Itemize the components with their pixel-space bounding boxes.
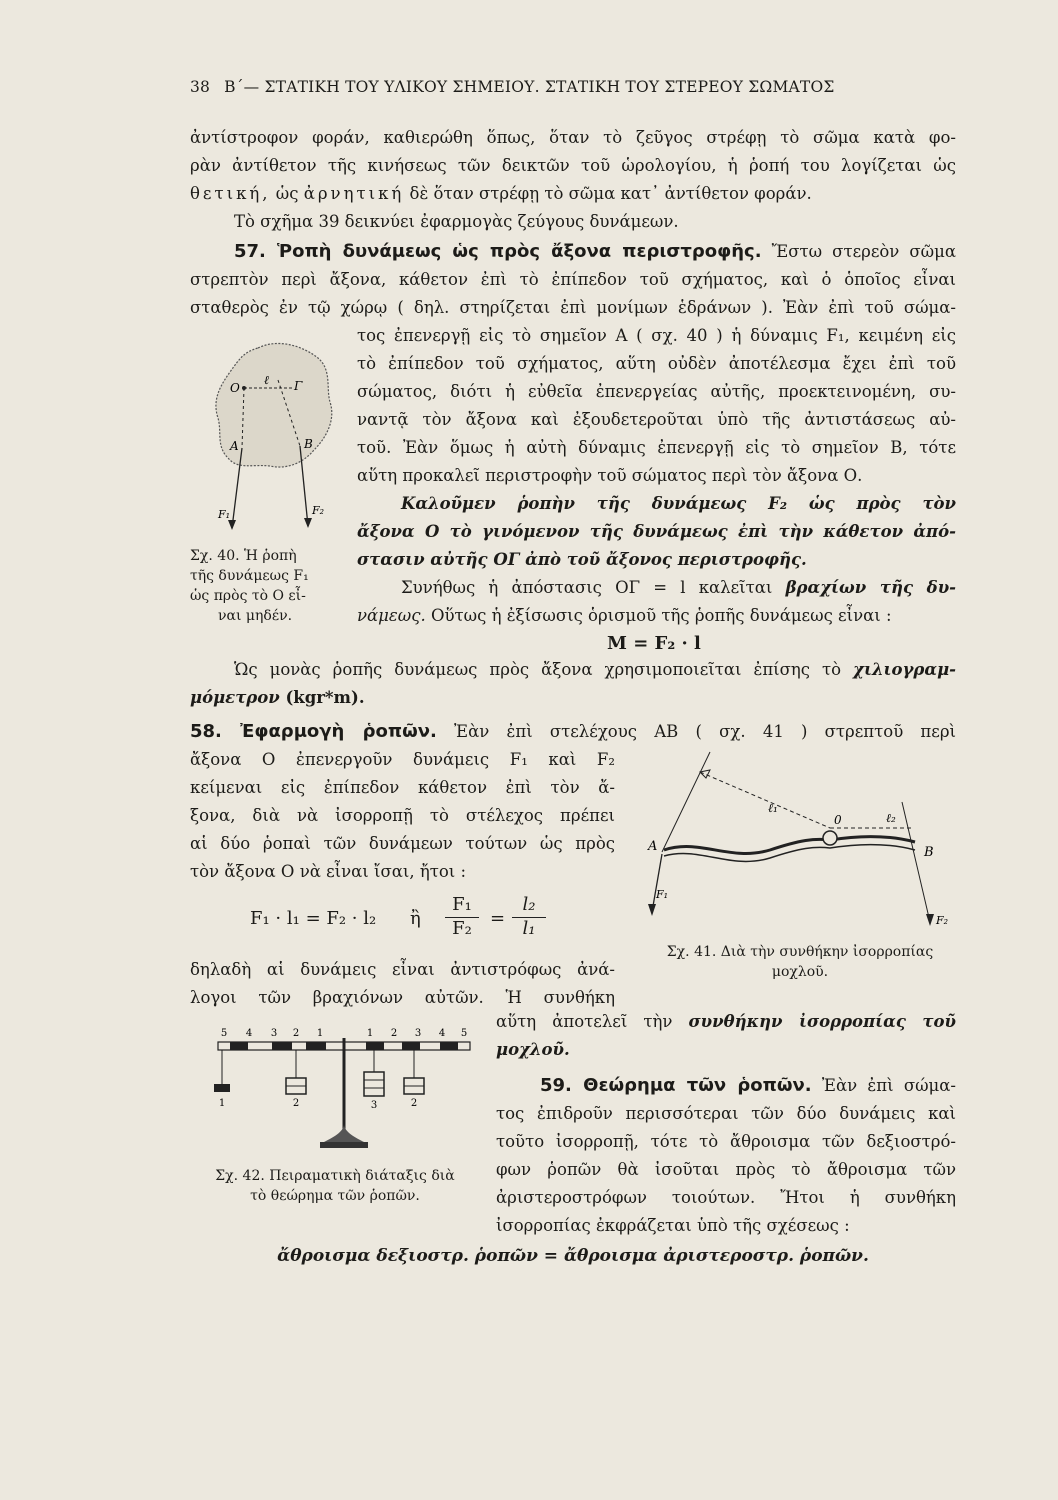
intro-paragraph <box>190 124 956 236</box>
sec58-col-line-3: ξονα, διὰ νὰ ἰσορροπῇ τὸ στέλεχος πρέπει <box>190 806 615 825</box>
fig40-label-F2: F₂ <box>312 504 325 517</box>
scale-right-4: 4 <box>438 1028 446 1039</box>
sec57-col-line-4: ναντᾷ τὸν ἄξονα καὶ ἐξουδετεροῦται ὑπὸ τῆς ἀντιστάσεως αὐ- <box>357 410 956 429</box>
moment-formula: M = F₂ · l <box>607 633 701 654</box>
intro-line-2: ρὰν ἀντίθετον τῆς κινήσεως τῶν δεικτῶν τοῦ ὡρολογίου, ἡ ῥοπή του λογίζεται ὡς <box>190 156 956 175</box>
sec57-arm-line-1: Συνήθως ἡ ἀπόστασις ΟΓ = l καλεῖται βραχίων τῆς δυ- <box>401 578 956 597</box>
section-57-column <box>357 322 956 658</box>
equation-equals: = <box>490 908 506 929</box>
sec59-line-6: ἰσορροπίας ἐκφράζεται ὑπὸ τῆς σχέσεως : <box>496 1216 850 1235</box>
fig40-label-A: A <box>230 439 239 453</box>
sec57-col-line-3: σώματος, διότι ἡ εὐθεῖα ἐπενεργείας αὐτῆς, προεκτεινομένη, συ- <box>357 382 956 401</box>
scale-right-1: 1 <box>366 1028 374 1039</box>
intro-line-1: ἀντίστροφον φοράν, καθιερώθη ὅπως, ὅταν τὸ ζεῦγος στρέφῃ τὸ σῶμα κατὰ φο- <box>190 128 956 147</box>
running-header <box>190 78 960 96</box>
section-58-column <box>190 746 615 886</box>
sec57-col-line-1: τος ἐπενεργῇ εἰς τὸ σημεῖον Α ( σχ. 40 ) ἡ δύναμις F₁, κειμένη εἰς <box>357 326 956 345</box>
sec57-heading: 57. Ῥοπὴ δυνάμεως ὡς πρὸς ἄξονα περιστροφῆς. <box>234 241 762 262</box>
fig41-label-B: B <box>924 845 934 860</box>
weight-label-2: 2 <box>292 1098 300 1109</box>
scale-left-5: 5 <box>220 1028 228 1039</box>
fraction-2: l₂ l₁ <box>512 894 546 939</box>
sec59-line-2: τος ἐπιδροῦν περισσότεραι τῶν δύο δυνάμεις καὶ <box>496 1104 956 1123</box>
figure-40-caption: Σχ. 40. Ἡ ῥοπὴ τῆς δυνάμεως F₁ ὡς πρὸς τὸ Ο εἶ- ναι μηδέν. <box>190 548 309 624</box>
sec57-line-2: στρεπτὸν περὶ ἄξονα, κάθετον ἐπὶ τὸ ἐπίπεδον τοῦ σχήματος, καὶ ὁ ὁποῖος εἶναι <box>190 270 956 289</box>
sec57-line-1: 57. Ῥοπὴ δυνάμεως ὡς πρὸς ἄξονα περιστροφῆς. Ἔστω στερεὸν σῶμα <box>190 238 956 266</box>
fig40-label-F1: F₁ <box>218 508 231 521</box>
fig40-label-B: B <box>304 437 313 451</box>
sec58-col-line-2: κείμεναι εἰς ἐπίπεδον κάθετον ἐπὶ τὸν ἄ- <box>190 778 615 797</box>
sec58-after-3: αὕτη ἀποτελεῖ τὴν συνθήκην ἰσορροπίας τοῦ <box>496 1012 956 1031</box>
sec58-col-line-4: αἱ δύο ῥοπαὶ τῶν δυνάμεων τούτων ὡς πρὸς <box>190 834 615 853</box>
unit-paragraph <box>190 656 956 712</box>
intro-line-3: θετική, ὡς ἀρνητική δὲ ὅταν στρέφῃ τὸ σῶμα κατ᾽ ἀντίθετον φοράν. <box>190 184 812 203</box>
theorem-formula: ἄθροισμα δεξιοστρ. ῥοπῶν = ἄθροισμα ἀριστεροστρ. ῥοπῶν. <box>277 1246 869 1266</box>
sec57-definition-2: ἄξονα Ο τὸ γινόμενον τῆς δυνάμεως ἐπὶ τὴν κάθετον ἀπό- <box>357 522 956 541</box>
sec59-line-1: 59. Θεώρημα τῶν ῥοπῶν. Ἐὰν ἐπὶ σώμα- <box>540 1075 956 1096</box>
sec57-col-line-6: αὕτη προκαλεῖ περιστροφὴν τοῦ σώματος περὶ τὸν ἄξονα Ο. <box>357 466 863 485</box>
scale-left-4: 4 <box>245 1028 253 1039</box>
fig41-label-O: 0 <box>834 813 842 827</box>
scale-right-2: 2 <box>390 1028 398 1039</box>
sec57-arm-line-2: νάμεως. Οὕτως ἡ ἐξίσωσις ὁρισμοῦ τῆς ῥοπῆς δυνάμεως εἶναι : <box>357 606 892 625</box>
scale-left-2: 2 <box>292 1028 300 1039</box>
page-number: 38 <box>190 78 211 96</box>
figure-41-diagram <box>640 742 960 932</box>
sec59-heading: 59. Θεώρημα τῶν ῥοπῶν. <box>540 1075 812 1096</box>
weight-label-3: 3 <box>370 1100 378 1111</box>
sec57-definition-1: Καλοῦμεν ῥοπὴν τῆς δυνάμεως F₂ ὡς πρὸς τὸν <box>401 494 956 513</box>
sec59-line-5: ἀριστεροστρόφων τοιούτων. Ἤτοι ἡ συνθήκη <box>496 1188 956 1207</box>
lever-equation <box>250 894 610 948</box>
section-59 <box>496 1072 956 1240</box>
sec57-definition-3: στασιν αὐτῆς ΟΓ ἀπὸ τοῦ ἄξονος περιστροφῆς. <box>357 550 807 569</box>
unit-line-2: μόμετρον (kgr*m). <box>190 688 365 707</box>
figure-42-caption: Σχ. 42. Πειραματικὴ διάταξις διὰ τὸ θεώρημα τῶν ῥοπῶν. <box>215 1168 455 1204</box>
section-58-after <box>190 956 615 1012</box>
fig41-label-F2: F₂ <box>936 914 949 927</box>
sec58-after-4: μοχλοῦ. <box>496 1040 570 1059</box>
intro-line-4: Τὸ σχῆμα 39 δεικνύει ἐφαρμογὰς ζεύγους δυνάμεων. <box>234 212 679 231</box>
equation-left: F₁ · l₁ = F₂ · l₂ <box>250 908 377 929</box>
fig40-label-G: Γ <box>294 379 303 393</box>
fig40-label-O: O <box>230 381 240 395</box>
section-57-top <box>190 238 956 322</box>
sec59-line-4: φων ῥοπῶν θὰ ἰσοῦται πρὸς τὸ ἄθροισμα τῶν <box>496 1160 956 1179</box>
fig41-label-l2: ℓ₂ <box>886 811 896 825</box>
fig41-label-A: A <box>648 839 658 854</box>
scale-left-1: 1 <box>316 1028 324 1039</box>
fraction-1: F₁ F₂ <box>445 894 479 939</box>
scale-left-3: 3 <box>270 1028 278 1039</box>
sec58-col-line-1: ἄξονα Ο ἐπενεργοῦν δυνάμεις F₁ καὶ F₂ <box>190 750 615 769</box>
fig41-label-l1: ℓ₁ <box>768 801 778 815</box>
sec57-line-3: σταθερὸς ἐν τῷ χώρῳ ( δηλ. στηρίζεται ἐπὶ μονίμων ἑδράνων ). Ἐὰν ἐπὶ τοῦ σώμα- <box>190 298 956 317</box>
sec58-heading: 58. Ἐφαρμογὴ ῥοπῶν. <box>190 721 437 742</box>
weight-label-1: 1 <box>218 1098 226 1109</box>
scale-right-3: 3 <box>414 1028 422 1039</box>
sec58-after-1: δηλαδὴ αἱ δυνάμεις εἶναι ἀντιστρόφως ἀνά- <box>190 960 615 979</box>
section-58-after-right <box>496 1008 956 1064</box>
sec58-line-1: 58. Ἐφαρμογὴ ῥοπῶν. Ἐὰν ἐπὶ στελέχους ΑΒ ( σχ. 41 ) στρεπτοῦ περὶ <box>190 721 956 742</box>
fig41-label-F1: F₁ <box>656 888 669 901</box>
figure-40-diagram <box>208 338 338 538</box>
figure-41-caption: Σχ. 41. Διὰ τὴν συνθήκην ἰσορροπίας μοχλοῦ. <box>666 944 934 980</box>
equation-or: ἢ <box>410 908 421 929</box>
sec59-line-3: τοῦτο ἰσορροπῇ, τότε τὸ ἄθροισμα τῶν δεξιοστρό- <box>496 1132 956 1151</box>
sec57-col-line-5: τοῦ. Ἐὰν ὅμως ἡ αὐτὴ δύναμις ἐπενεργῇ εἰς τὸ σημεῖον Β, τότε <box>357 438 956 457</box>
scale-right-5: 5 <box>460 1028 468 1039</box>
sec58-col-line-5: τὸν ἄξονα Ο νὰ εἶναι ἴσαι, ἤτοι : <box>190 862 467 881</box>
sec58-after-2: λογοι τῶν βραχιόνων αὐτῶν. Ἡ συνθήκη <box>190 988 615 1007</box>
weight-label-4: 2 <box>410 1098 418 1109</box>
figure-42-diagram <box>208 1024 478 1160</box>
sec57-col-line-2: τὸ ἐπίπεδον τοῦ σχήματος, αὕτη οὐδὲν ἀποτέλεσμα ἔχει ἐπὶ τοῦ <box>357 354 956 373</box>
running-title: Β΄— ΣΤΑΤΙΚΗ ΤΟΥ ΥΛΙΚΟΥ ΣΗΜΕΙΟΥ. ΣΤΑΤΙΚΗ ΤΟΥ ΣΤΕΡΕΟΥ ΣΩΜΑΤΟΣ <box>224 78 835 96</box>
unit-line-1: Ὡς μονὰς ῥοπῆς δυνάμεως πρὸς ἄξονα χρησιμοποιεῖται ἐπίσης τὸ χιλιογραμ- <box>234 660 956 679</box>
fig40-label-l: ℓ <box>264 373 269 387</box>
